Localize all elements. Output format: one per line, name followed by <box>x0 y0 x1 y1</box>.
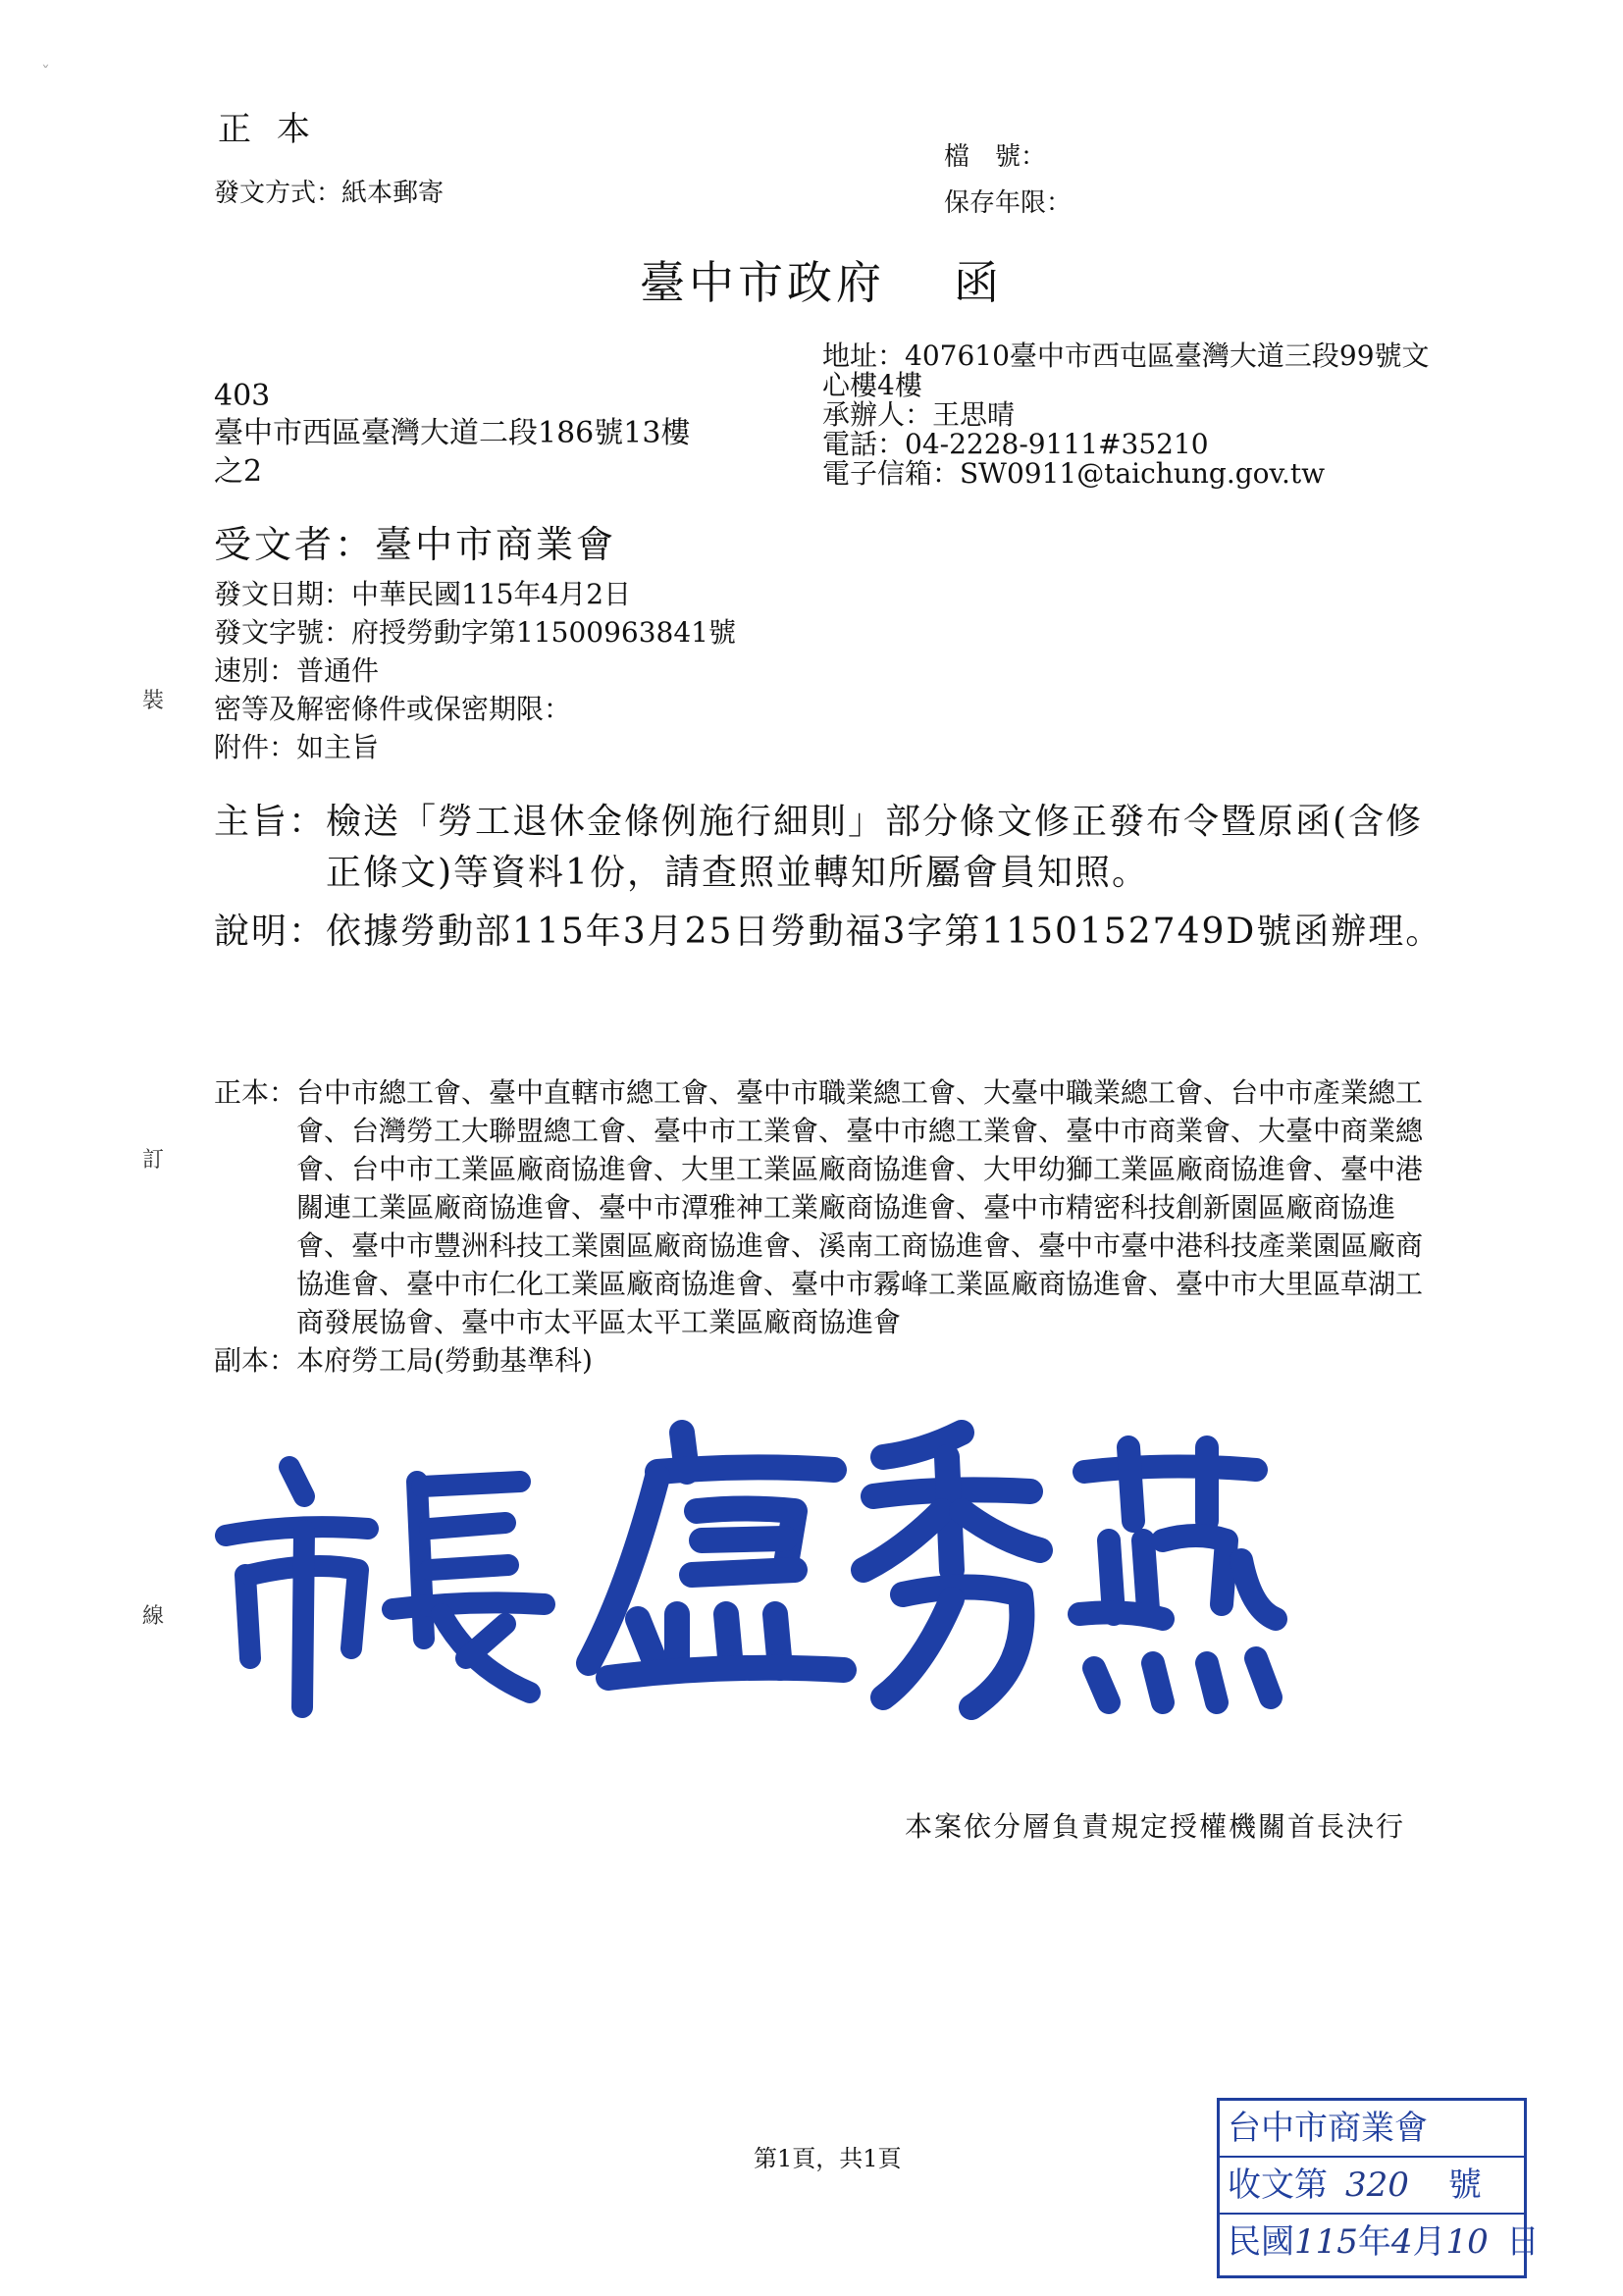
file-number-label: 檔 號： <box>944 142 1047 172</box>
meta-classification: 密等及解密條件或保密期限： <box>214 693 572 725</box>
meta-doc-number: 發文字號：府授勞動字第11500963841號 <box>214 616 736 649</box>
sender-address: 地址：407610臺中市西屯區臺灣大道三段99號文心樓4樓 <box>822 339 1430 401</box>
main-body <box>214 797 1450 958</box>
sender-email: 電子信箱：SW0911@taichung.gov.tw <box>822 457 1326 490</box>
sender-handler: 承辦人：王思晴 <box>822 398 1016 431</box>
subject-text: 檢送「勞工退休金條例施行細則」部分條文修正發布令暨原函(含修正條文)等資料1份，請查照並轉知所屬會員知照。 <box>326 802 1424 893</box>
title-doc-type: 函 <box>954 256 1003 309</box>
copy-recipients <box>214 1341 1442 1380</box>
meta-attachment: 附件：如主旨 <box>214 731 380 763</box>
sender-info <box>822 341 1431 489</box>
copy-type-label: 正本 <box>218 110 336 149</box>
meta-issue-date: 發文日期：中華民國115年4月2日 <box>214 578 632 610</box>
binding-mark-zhuang: 裝 <box>142 689 165 713</box>
subject-paragraph <box>214 797 1450 899</box>
explanation-text: 依據勞動部115年3月25日勞動福3字第1150152749D號函辦理。 <box>326 912 1443 952</box>
recipient-address-line1: 臺中市西區臺灣大道二段186號13樓 <box>214 416 691 450</box>
receiver: 受文者：臺中市商業會 <box>214 523 617 566</box>
subject-label: 主旨： <box>214 802 327 842</box>
copy-recipients-text: 本府勞工局(勞動基準科) <box>296 1344 593 1377</box>
delegation-note: 本案依分層負責規定授權機關首長決行 <box>905 1810 1406 1843</box>
signature-image <box>196 1413 1295 1737</box>
send-method: 發文方式：紙本郵寄 <box>214 179 445 208</box>
stamp-receipt-number: 收文第 320 號 <box>1220 2158 1524 2215</box>
distribution-list <box>214 1073 1442 1380</box>
document-meta <box>214 575 736 766</box>
stamp-date: 民國115年4月10 日 <box>1228 2222 1540 2262</box>
binding-mark-ding: 訂 <box>142 1148 165 1173</box>
mayor-signature-seal <box>196 1413 1295 1737</box>
explanation-label: 說明： <box>214 912 327 952</box>
recipient-zip: 403 <box>214 379 271 413</box>
recipient-address-line2: 之2 <box>214 454 263 489</box>
original-recipients-text: 台中市總工會、臺中直轄市總工會、臺中市職業總工會、大臺中職業總工會、台中市產業總工會、台灣勞工大聯盟總工會、臺中市工業會、臺中市總工業會、臺中市商業會、大臺中商業總會、台中市工業區廠商協進會、大里工業區廠商協進會、大甲幼獅工業區廠商協進會、臺中港關連工業區廠商協進會、臺中市潭雅神工業廠商協進會、臺中市精密科技創新園區廠商協進會、臺中市豐洲科技工業園區廠商協進會、溪南工商協進會、臺中市臺中港科技產業園區廠商協進會、臺中市仁化工業區廠商協進會、臺中市霧峰工業區廠商協進會、臺中市大里區草湖工商發展協會、臺中市太平區太平工業區廠商協進會 <box>296 1076 1424 1338</box>
scan-speck: ˇ <box>41 63 50 83</box>
meta-speed: 速別：普通件 <box>214 654 380 687</box>
title-organization: 臺中市政府 <box>640 256 885 309</box>
stamp-org: 台中市商業會 <box>1220 2101 1524 2158</box>
retention-period-label: 保存年限： <box>944 188 1073 218</box>
receipt-stamp <box>1217 2098 1540 2278</box>
sender-phone: 電話：04-2228-9111#35210 <box>822 428 1209 460</box>
original-recipients <box>214 1073 1442 1341</box>
page-number: 第1頁，共1頁 <box>754 2145 902 2172</box>
original-recipients-label: 正本： <box>214 1076 297 1109</box>
copy-recipients-label: 副本： <box>214 1344 297 1377</box>
explanation-paragraph <box>214 907 1450 958</box>
document-title <box>640 247 1003 312</box>
binding-mark-xian: 線 <box>142 1604 165 1629</box>
stamp-number-value: 320 <box>1345 2166 1409 2205</box>
